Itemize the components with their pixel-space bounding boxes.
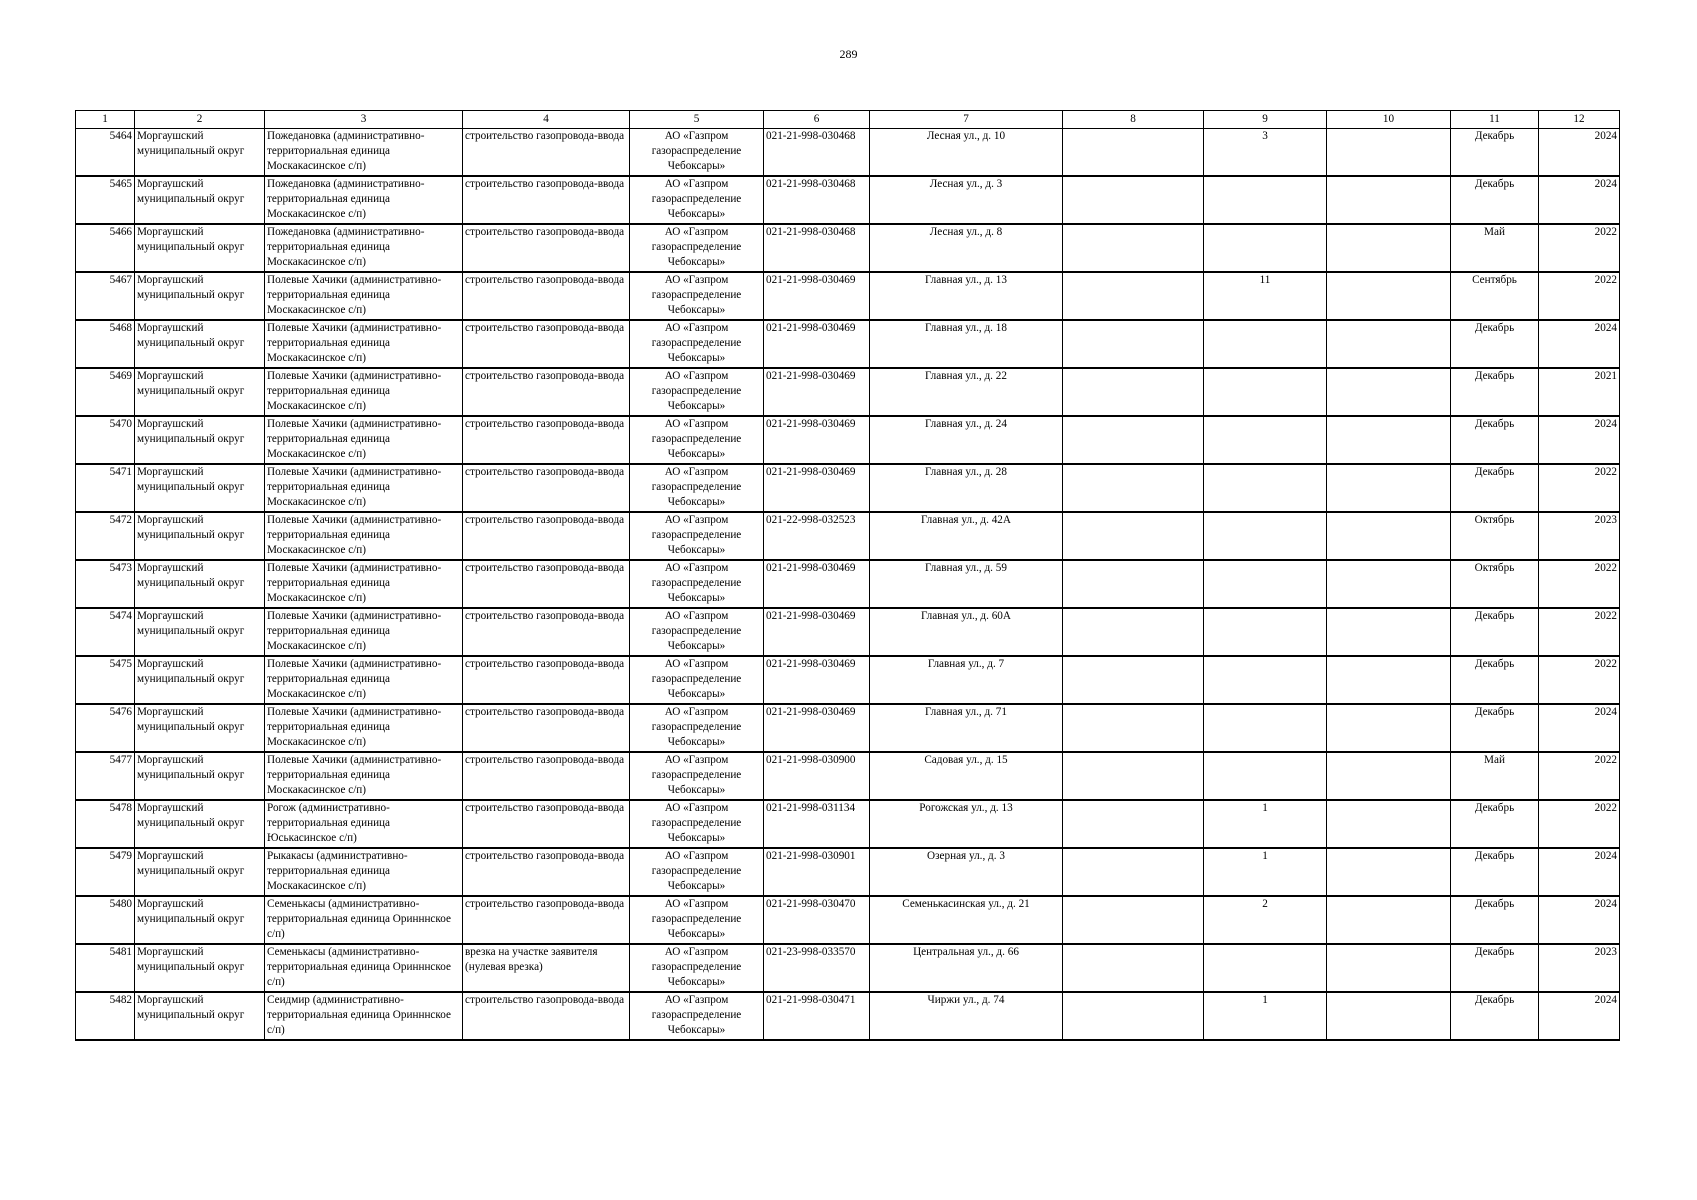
year-cell: 2024 [1539,176,1620,224]
work-type-cell: врезка на участке заявителя (нулевая врезка) [463,944,630,992]
settlement-cell: Полевые Хачики (административно-территориальная единица Москакасинское с/п) [265,272,463,320]
address-cell: Семенькасинская ул., д. 21 [870,896,1063,944]
col10-cell [1327,368,1451,416]
column-header-6: 6 [764,111,870,129]
page-number: 289 [839,47,858,61]
code-cell: 021-21-998-030469 [764,560,870,608]
col8-cell [1063,368,1204,416]
col10-cell [1327,608,1451,656]
address-cell: Лесная ул., д. 3 [870,176,1063,224]
col8-cell [1063,129,1204,177]
year-cell: 2024 [1539,416,1620,464]
column-header-2: 2 [135,111,265,129]
col9-cell [1204,512,1327,560]
column-header-5: 5 [630,111,764,129]
district-cell: Моргаушский муниципальный округ [135,608,265,656]
column-header-10: 10 [1327,111,1451,129]
table-row [76,944,1620,992]
column-number-row [76,111,1620,129]
col9-cell [1204,320,1327,368]
district-cell: Моргаушский муниципальный округ [135,464,265,512]
month-cell: Май [1451,224,1539,272]
row-number: 5465 [76,176,135,224]
year-cell: 2022 [1539,608,1620,656]
month-cell: Декабрь [1451,320,1539,368]
address-cell: Центральная ул., д. 66 [870,944,1063,992]
address-cell: Главная ул., д. 59 [870,560,1063,608]
address-cell: Главная ул., д. 7 [870,656,1063,704]
col8-cell [1063,704,1204,752]
col10-cell [1327,272,1451,320]
column-header-12: 12 [1539,111,1620,129]
code-cell: 021-21-998-031134 [764,800,870,848]
col10-cell [1327,656,1451,704]
address-cell: Чиржи ул., д. 74 [870,992,1063,1040]
month-cell: Декабрь [1451,848,1539,896]
column-header-11: 11 [1451,111,1539,129]
month-cell: Декабрь [1451,608,1539,656]
row-number: 5475 [76,656,135,704]
district-cell: Моргаушский муниципальный округ [135,656,265,704]
row-number: 5468 [76,320,135,368]
col10-cell [1327,752,1451,800]
year-cell: 2022 [1539,560,1620,608]
col9-cell: 2 [1204,896,1327,944]
col8-cell [1063,848,1204,896]
row-number: 5469 [76,368,135,416]
col10-cell [1327,944,1451,992]
address-cell: Главная ул., д. 18 [870,320,1063,368]
col9-cell [1204,176,1327,224]
col10-cell [1327,560,1451,608]
organization-cell: АО «Газпром газораспределение Чебоксары» [630,848,764,896]
table-row [76,896,1620,944]
code-cell: 021-21-998-030469 [764,320,870,368]
month-cell: Декабрь [1451,800,1539,848]
col10-cell [1327,224,1451,272]
col10-cell [1327,848,1451,896]
row-number: 5474 [76,608,135,656]
row-number: 5471 [76,464,135,512]
col9-cell [1204,704,1327,752]
organization-cell: АО «Газпром газораспределение Чебоксары» [630,320,764,368]
col10-cell [1327,992,1451,1040]
table-row [76,848,1620,896]
year-cell: 2023 [1539,512,1620,560]
col9-cell: 3 [1204,129,1327,177]
month-cell: Декабрь [1451,416,1539,464]
month-cell: Декабрь [1451,944,1539,992]
address-cell: Лесная ул., д. 10 [870,129,1063,177]
district-cell: Моргаушский муниципальный округ [135,224,265,272]
district-cell: Моргаушский муниципальный округ [135,512,265,560]
table-row [76,704,1620,752]
address-cell: Главная ул., д. 60А [870,608,1063,656]
month-cell: Декабрь [1451,368,1539,416]
table-row [76,608,1620,656]
month-cell: Май [1451,752,1539,800]
col10-cell [1327,800,1451,848]
month-cell: Декабрь [1451,896,1539,944]
column-header-7: 7 [870,111,1063,129]
settlement-cell: Полевые Хачики (административно-территориальная единица Москакасинское с/п) [265,752,463,800]
settlement-cell: Пожедановка (административно-территориальная единица Москакасинское с/п) [265,224,463,272]
table-row [76,176,1620,224]
table-row [76,272,1620,320]
col8-cell [1063,896,1204,944]
month-cell: Декабрь [1451,176,1539,224]
code-cell: 021-21-998-030469 [764,272,870,320]
month-cell: Декабрь [1451,656,1539,704]
year-cell: 2022 [1539,464,1620,512]
year-cell: 2024 [1539,129,1620,177]
district-cell: Моргаушский муниципальный округ [135,560,265,608]
col8-cell [1063,512,1204,560]
year-cell: 2023 [1539,944,1620,992]
address-cell: Главная ул., д. 24 [870,416,1063,464]
year-cell: 2024 [1539,848,1620,896]
district-cell: Моргаушский муниципальный округ [135,896,265,944]
organization-cell: АО «Газпром газораспределение Чебоксары» [630,512,764,560]
col8-cell [1063,560,1204,608]
registry-table [75,110,1620,1041]
code-cell: 021-21-998-030469 [764,368,870,416]
row-number: 5477 [76,752,135,800]
work-type-cell: строительство газопровода-ввода [463,896,630,944]
col9-cell: 11 [1204,272,1327,320]
address-cell: Садовая ул., д. 15 [870,752,1063,800]
address-cell: Лесная ул., д. 8 [870,224,1063,272]
settlement-cell: Семенькасы (административно-территориальная единица Оринннское с/п) [265,944,463,992]
table-row [76,224,1620,272]
code-cell: 021-21-998-030468 [764,176,870,224]
settlement-cell: Полевые Хачики (административно-территориальная единица Москакасинское с/п) [265,608,463,656]
year-cell: 2022 [1539,224,1620,272]
col9-cell: 1 [1204,992,1327,1040]
row-number: 5470 [76,416,135,464]
year-cell: 2022 [1539,800,1620,848]
address-cell: Главная ул., д. 28 [870,464,1063,512]
organization-cell: АО «Газпром газораспределение Чебоксары» [630,752,764,800]
district-cell: Моргаушский муниципальный округ [135,176,265,224]
organization-cell: АО «Газпром газораспределение Чебоксары» [630,944,764,992]
row-number: 5467 [76,272,135,320]
row-number: 5476 [76,704,135,752]
col8-cell [1063,320,1204,368]
col10-cell [1327,176,1451,224]
code-cell: 021-21-998-030900 [764,752,870,800]
month-cell: Декабрь [1451,992,1539,1040]
district-cell: Моргаушский муниципальный округ [135,368,265,416]
col8-cell [1063,608,1204,656]
organization-cell: АО «Газпром газораспределение Чебоксары» [630,464,764,512]
column-header-8: 8 [1063,111,1204,129]
col8-cell [1063,176,1204,224]
organization-cell: АО «Газпром газораспределение Чебоксары» [630,656,764,704]
district-cell: Моргаушский муниципальный округ [135,704,265,752]
col8-cell [1063,800,1204,848]
code-cell: 021-21-998-030470 [764,896,870,944]
col8-cell [1063,416,1204,464]
organization-cell: АО «Газпром газораспределение Чебоксары» [630,224,764,272]
organization-cell: АО «Газпром газораспределение Чебоксары» [630,896,764,944]
work-type-cell: строительство газопровода-ввода [463,129,630,177]
row-number: 5481 [76,944,135,992]
work-type-cell: строительство газопровода-ввода [463,320,630,368]
year-cell: 2024 [1539,992,1620,1040]
work-type-cell: строительство газопровода-ввода [463,224,630,272]
district-cell: Моргаушский муниципальный округ [135,800,265,848]
col10-cell [1327,416,1451,464]
table-row [76,129,1620,177]
code-cell: 021-21-998-030469 [764,704,870,752]
code-cell: 021-23-998-033570 [764,944,870,992]
table-row [76,992,1620,1040]
code-cell: 021-21-998-030469 [764,608,870,656]
work-type-cell: строительство газопровода-ввода [463,512,630,560]
table-row [76,560,1620,608]
district-cell: Моргаушский муниципальный округ [135,944,265,992]
code-cell: 021-21-998-030901 [764,848,870,896]
district-cell: Моргаушский муниципальный округ [135,416,265,464]
month-cell: Октябрь [1451,560,1539,608]
address-cell: Главная ул., д. 42А [870,512,1063,560]
table-row [76,368,1620,416]
settlement-cell: Полевые Хачики (административно-территориальная единица Москакасинское с/п) [265,416,463,464]
col9-cell [1204,224,1327,272]
col9-cell [1204,752,1327,800]
col8-cell [1063,224,1204,272]
settlement-cell: Полевые Хачики (административно-территориальная единица Москакасинское с/п) [265,320,463,368]
settlement-cell: Сеидмир (административно-территориальная единица Оринннское с/п) [265,992,463,1040]
column-header-3: 3 [265,111,463,129]
work-type-cell: строительство газопровода-ввода [463,752,630,800]
col9-cell [1204,944,1327,992]
code-cell: 021-21-998-030469 [764,416,870,464]
col10-cell [1327,320,1451,368]
work-type-cell: строительство газопровода-ввода [463,992,630,1040]
col9-cell [1204,464,1327,512]
column-header-1: 1 [76,111,135,129]
settlement-cell: Полевые Хачики (административно-территориальная единица Москакасинское с/п) [265,560,463,608]
year-cell: 2022 [1539,656,1620,704]
work-type-cell: строительство газопровода-ввода [463,560,630,608]
col10-cell [1327,704,1451,752]
address-cell: Рогожская ул., д. 13 [870,800,1063,848]
col8-cell [1063,272,1204,320]
col10-cell [1327,129,1451,177]
col10-cell [1327,464,1451,512]
district-cell: Моргаушский муниципальный округ [135,992,265,1040]
district-cell: Моргаушский муниципальный округ [135,752,265,800]
year-cell: 2024 [1539,704,1620,752]
month-cell: Декабрь [1451,129,1539,177]
table-body [76,129,1620,1041]
settlement-cell: Полевые Хачики (административно-территориальная единица Москакасинское с/п) [265,368,463,416]
work-type-cell: строительство газопровода-ввода [463,848,630,896]
organization-cell: АО «Газпром газораспределение Чебоксары» [630,560,764,608]
settlement-cell: Полевые Хачики (административно-территориальная единица Москакасинское с/п) [265,512,463,560]
code-cell: 021-21-998-030469 [764,656,870,704]
col8-cell [1063,464,1204,512]
table-row [76,416,1620,464]
year-cell: 2024 [1539,320,1620,368]
district-cell: Моргаушский муниципальный округ [135,848,265,896]
month-cell: Октябрь [1451,512,1539,560]
table-row [76,512,1620,560]
district-cell: Моргаушский муниципальный округ [135,129,265,177]
row-number: 5482 [76,992,135,1040]
code-cell: 021-21-998-030471 [764,992,870,1040]
column-header-9: 9 [1204,111,1327,129]
organization-cell: АО «Газпром газораспределение Чебоксары» [630,416,764,464]
organization-cell: АО «Газпром газораспределение Чебоксары» [630,176,764,224]
work-type-cell: строительство газопровода-ввода [463,416,630,464]
col9-cell [1204,560,1327,608]
code-cell: 021-21-998-030468 [764,224,870,272]
work-type-cell: строительство газопровода-ввода [463,368,630,416]
col10-cell [1327,896,1451,944]
table-row [76,320,1620,368]
settlement-cell: Пожедановка (административно-территориальная единица Москакасинское с/п) [265,129,463,177]
work-type-cell: строительство газопровода-ввода [463,656,630,704]
work-type-cell: строительство газопровода-ввода [463,176,630,224]
col10-cell [1327,512,1451,560]
settlement-cell: Рыкакасы (административно-территориальная единица Москакасинское с/п) [265,848,463,896]
col9-cell: 1 [1204,800,1327,848]
work-type-cell: строительство газопровода-ввода [463,464,630,512]
col9-cell: 1 [1204,848,1327,896]
organization-cell: АО «Газпром газораспределение Чебоксары» [630,992,764,1040]
col8-cell [1063,656,1204,704]
col9-cell [1204,608,1327,656]
table-row [76,800,1620,848]
column-header-4: 4 [463,111,630,129]
row-number: 5464 [76,129,135,177]
organization-cell: АО «Газпром газораспределение Чебоксары» [630,129,764,177]
row-number: 5472 [76,512,135,560]
settlement-cell: Полевые Хачики (административно-территориальная единица Москакасинское с/п) [265,704,463,752]
row-number: 5478 [76,800,135,848]
work-type-cell: строительство газопровода-ввода [463,704,630,752]
work-type-cell: строительство газопровода-ввода [463,608,630,656]
organization-cell: АО «Газпром газораспределение Чебоксары» [630,800,764,848]
settlement-cell: Рогож (административно-территориальная единица Юськасинское с/п) [265,800,463,848]
code-cell: 021-21-998-030469 [764,464,870,512]
month-cell: Декабрь [1451,704,1539,752]
settlement-cell: Полевые Хачики (административно-территориальная единица Москакасинское с/п) [265,656,463,704]
year-cell: 2022 [1539,272,1620,320]
settlement-cell: Пожедановка (административно-территориальная единица Москакасинское с/п) [265,176,463,224]
work-type-cell: строительство газопровода-ввода [463,272,630,320]
col8-cell [1063,944,1204,992]
settlement-cell: Полевые Хачики (административно-территориальная единица Москакасинское с/п) [265,464,463,512]
address-cell: Главная ул., д. 22 [870,368,1063,416]
organization-cell: АО «Газпром газораспределение Чебоксары» [630,608,764,656]
row-number: 5480 [76,896,135,944]
address-cell: Озерная ул., д. 3 [870,848,1063,896]
code-cell: 021-21-998-030468 [764,129,870,177]
col9-cell [1204,656,1327,704]
year-cell: 2022 [1539,752,1620,800]
row-number: 5473 [76,560,135,608]
year-cell: 2024 [1539,896,1620,944]
organization-cell: АО «Газпром газораспределение Чебоксары» [630,272,764,320]
table-row [76,656,1620,704]
table-row [76,464,1620,512]
row-number: 5466 [76,224,135,272]
col9-cell [1204,416,1327,464]
col8-cell [1063,992,1204,1040]
address-cell: Главная ул., д. 13 [870,272,1063,320]
work-type-cell: строительство газопровода-ввода [463,800,630,848]
address-cell: Главная ул., д. 71 [870,704,1063,752]
settlement-cell: Семенькасы (административно-территориальная единица Оринннское с/п) [265,896,463,944]
month-cell: Сентябрь [1451,272,1539,320]
district-cell: Моргаушский муниципальный округ [135,320,265,368]
district-cell: Моргаушский муниципальный округ [135,272,265,320]
col9-cell [1204,368,1327,416]
table-row [76,752,1620,800]
organization-cell: АО «Газпром газораспределение Чебоксары» [630,704,764,752]
year-cell: 2021 [1539,368,1620,416]
month-cell: Декабрь [1451,464,1539,512]
organization-cell: АО «Газпром газораспределение Чебоксары» [630,368,764,416]
row-number: 5479 [76,848,135,896]
code-cell: 021-22-998-032523 [764,512,870,560]
col8-cell [1063,752,1204,800]
